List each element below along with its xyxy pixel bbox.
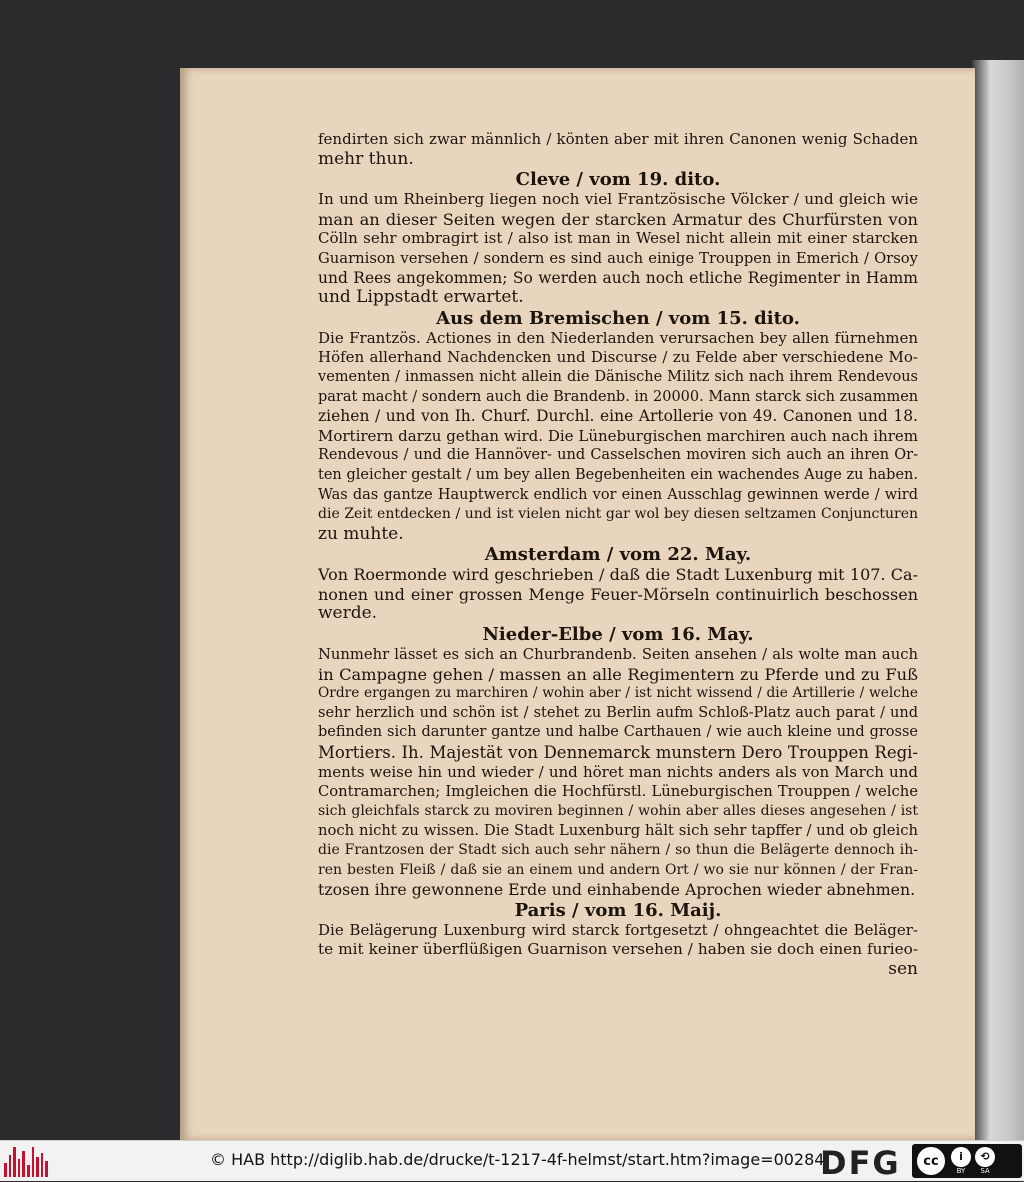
dfg-logo[interactable]: DFG xyxy=(820,1144,901,1182)
next-page-edge xyxy=(972,60,1024,1140)
text-line: Die Frantzös. Actiones in den Niederlanden verursachen bey allen fürnehmen xyxy=(318,328,918,347)
text-line: ziehen / und von Ih. Churf. Durchl. eine Artollerie von 49. Canonen und 18. xyxy=(318,407,918,426)
text-line: tzosen ihre gewonnene Erde und einhabende Aprochen wieder abnehmen. xyxy=(318,880,916,900)
text-line: nonen und einer grossen Menge Feuer-Mörseln continuirlich beschossen xyxy=(318,584,918,604)
text-line: Rendevous / und die Hannöver- und Casselschen moviren sich auch an ihren Or- xyxy=(318,447,918,464)
text-line: Nunmehr lässet es sich an Churbrandenb. Seiten ansehen / als wolte man auch xyxy=(318,646,918,664)
text-line: Mortiers. Ih. Majestät von Dennemarck munstern Dero Trouppen Regi- xyxy=(318,743,918,763)
source-link[interactable]: © HAB http://diglib.hab.de/drucke/t-1217-4f-helmst/start.htm?image=00284 xyxy=(210,1150,825,1169)
text-line: noch nicht zu wissen. Die Stadt Luxenburg hält sich sehr tapffer / und ob gleich xyxy=(318,822,918,840)
text-line: Cölln sehr ombragirt ist / also ist man in Wesel nicht allein mit einer starcken xyxy=(318,229,918,248)
text-line: sehr herzlich und schön ist / stehet zu Berlin aufm Schloß-Platz auch parat / und xyxy=(318,704,918,721)
text-line: und Rees angekommen; So werden auch noch etliche Regimenter in Hamm xyxy=(318,268,918,287)
page-text xyxy=(318,130,918,980)
text-line: Höfen allerhand Nachdencken und Discurse / zu Felde aber verschiedene Mo- xyxy=(318,348,918,367)
text-line: Contramarchen; Imgleichen die Hochfürstl. Lüneburgischen Trouppen / welche xyxy=(318,783,918,801)
text-line: werde. xyxy=(318,604,378,624)
text-line: und Lippstadt erwartet. xyxy=(318,288,524,308)
share-alike-icon: ⟲ SA xyxy=(975,1147,995,1175)
text-line: Was das gantze Hauptwerck endlich vor einen Ausschlag gewinnen werde / wird xyxy=(318,486,918,503)
text-line: parat macht / sondern auch die Brandenb. in 20000. Mann starck sich zusammen xyxy=(318,388,918,405)
text-line: in Campagne gehen / massen an alle Regimentern zu Pferde und zu Fuß xyxy=(318,664,918,684)
cc-license-badge[interactable] xyxy=(912,1144,1022,1178)
text-line: man an dieser Seiten wegen der starcken Armatur des Churfürsten von xyxy=(318,209,918,229)
text-line: In und um Rheinberg liegen noch viel Frantzösische Völcker / und gleich wie xyxy=(318,190,918,209)
text-line: vementen / inmassen nicht allein die Dänische Militz sich nach ihrem Rendevous xyxy=(318,368,918,385)
catchword: sen xyxy=(888,958,918,979)
text-line: ten gleicher gestalt / um bey allen Begebenheiten ein wachendes Auge zu haben. xyxy=(318,466,918,483)
text-line: fendirten sich zwar männlich / könten aber mit ihren Canonen wenig Schaden xyxy=(318,130,918,148)
section-heading: Paris / vom 16. Maij. xyxy=(514,899,722,921)
text-line: Von Roermonde wird geschrieben / daß die Stadt Luxenburg mit 107. Ca- xyxy=(318,565,918,585)
section-heading: Nieder-Elbe / vom 16. May. xyxy=(482,624,754,646)
text-line: Die Belägerung Luxenburg wird starck fortgesetzt / ohngeachtet die Beläger- xyxy=(318,920,918,939)
cc-icon: cc xyxy=(915,1145,947,1177)
text-line: die Zeit entdecken / und ist vielen nicht gar wol bey diesen seltzamen Conjuncturen xyxy=(318,506,918,523)
text-line: ments weise hin und wieder / und höret man nichts anders als von March und xyxy=(318,762,918,781)
text-line: sich gleichfals starck zu moviren beginnen / wohin aber alles dieses angesehen / ist xyxy=(318,802,918,819)
section-heading: Cleve / vom 19. dito. xyxy=(515,169,721,191)
hab-logo[interactable] xyxy=(4,1145,48,1177)
viewer-footer xyxy=(0,1140,1024,1181)
text-line: zu muhte. xyxy=(318,524,404,544)
text-line: Guarnison versehen / sondern es sind auch einige Trouppen in Emerich / Orsoy xyxy=(318,249,918,267)
section-heading: Aus dem Bremischen / vom 15. dito. xyxy=(436,307,800,329)
text-line: mehr thun. xyxy=(318,149,414,169)
text-line: Mortirern darzu gethan wird. Die Lüneburgischen marchiren auch nach ihrem xyxy=(318,426,918,445)
text-line: ren besten Fleiß / daß sie an einem und andern Ort / wo sie nur können / der Fran- xyxy=(318,861,918,878)
text-line: die Frantzosen der Stadt sich auch sehr nähern / so thun die Belägerte dennoch ih- xyxy=(318,842,918,858)
by-attribution-icon: i BY xyxy=(951,1147,971,1175)
text-line: te mit keiner überflüßigen Guarnison versehen / haben sie doch einen furieo- xyxy=(318,940,918,959)
text-line: befinden sich darunter gantze und halbe Carthauen / wie auch kleine und grosse xyxy=(318,724,918,741)
section-heading: Amsterdam / vom 22. May. xyxy=(484,544,752,566)
text-line: Ordre ergangen zu marchiren / wohin aber / ist nicht wissend / die Artillerie / welche xyxy=(318,685,918,702)
scanned-page xyxy=(180,68,975,1140)
